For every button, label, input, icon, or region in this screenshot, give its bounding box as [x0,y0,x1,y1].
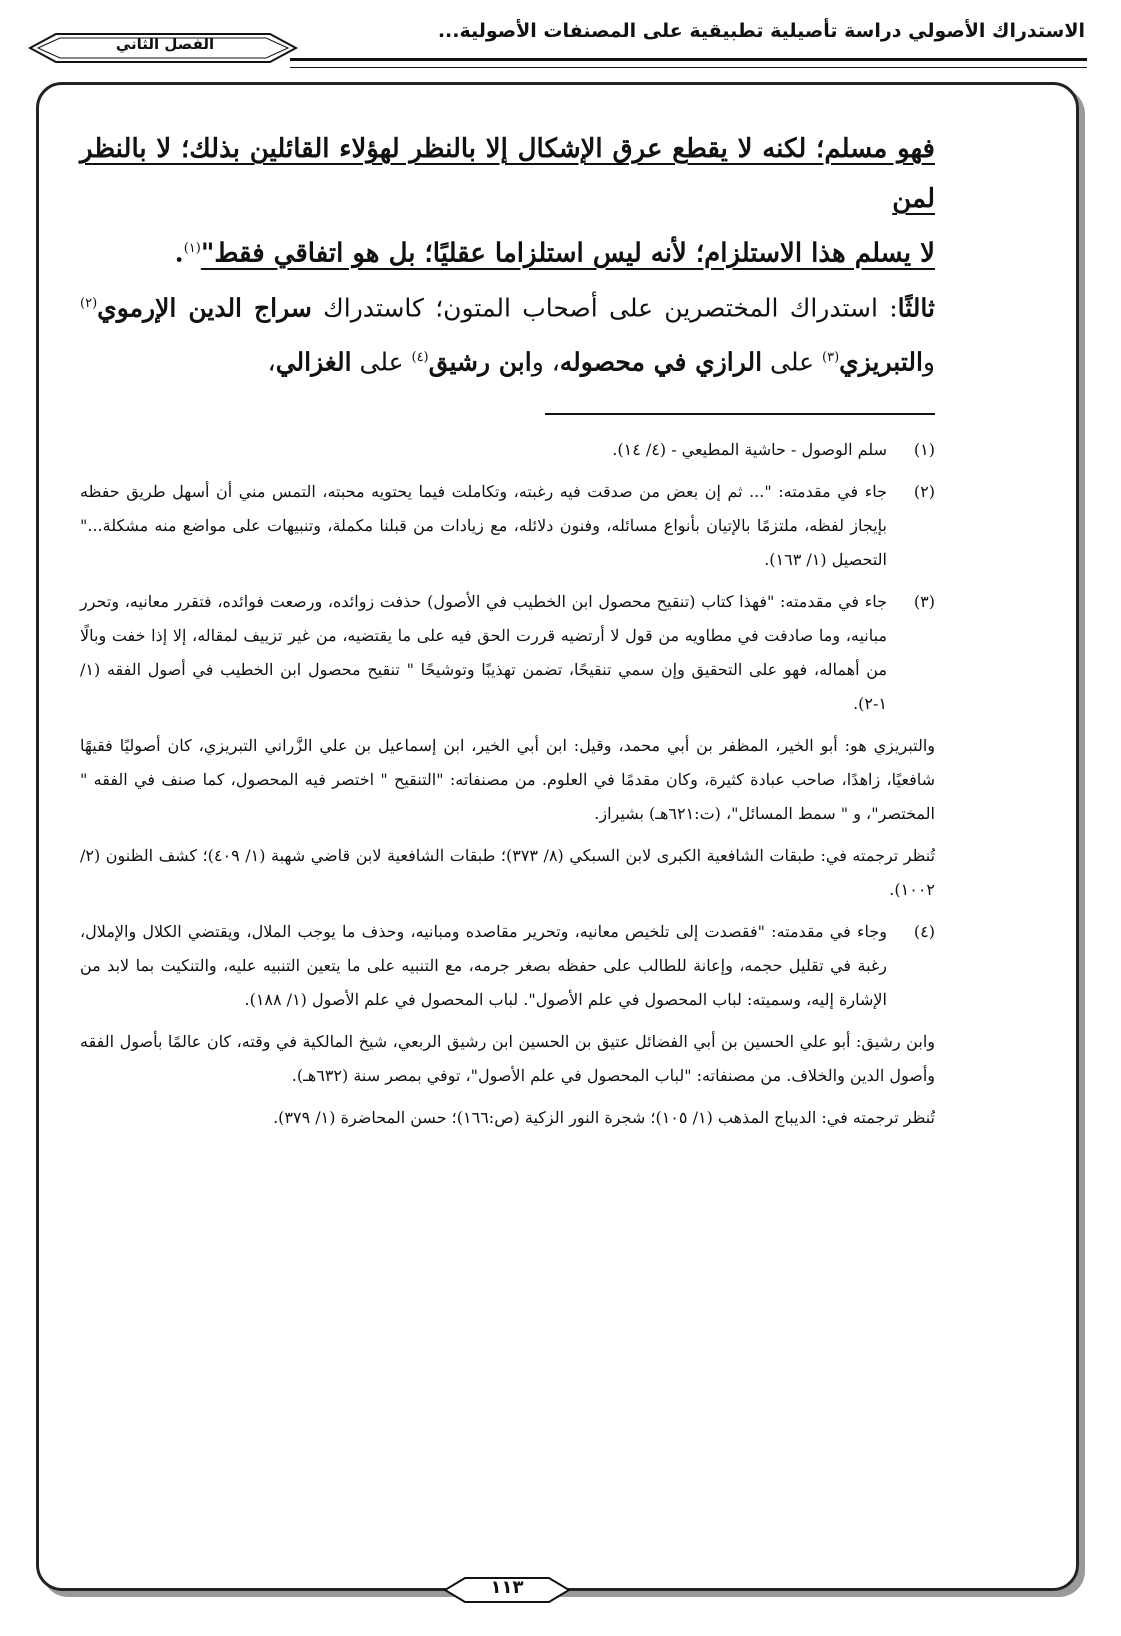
name-tabrizi: التبريزي [839,347,923,377]
footnote-number: (٢) [913,482,935,502]
section-lead: ثالثًا [897,292,935,322]
third-paragraph: ثالثًا: استدراك المختصرين على أصحاب المتون؛ كاستدراك سراج الدين الإرموي$^{(٢)}$ والتبريزي$^{(٣)}$ على الرازي في محصوله، وابن رشيق$^{(٤)}$ على الغزالي، [80,292,935,377]
footnote-2 [80,475,935,577]
footnote-number: (٣) [913,592,935,612]
name-irmawi: سراج الدين الإرموي [97,292,312,322]
footnote-ref-2[interactable]: (٢) [80,295,98,311]
quote-paragraph: فهو مسلم؛ لكنه لا يقطع عرق الإشكال إلا بالنظر لهؤلاء القائلين بذلك؛ لا بالنظر لمن لا يسلم هذا الاستلزام؛ لأنه ليس استلزاما عقليًا؛ بل هو اتفاقي فقط"$^{(١)}$. [80,134,935,269]
quote-line-1: فهو مسلم؛ لكنه لا يقطع عرق الإشكال إلا بالنظر لهؤلاء القائلين بذلك؛ لا بالنظر لمن [80,134,935,214]
footnote-3 [80,585,935,721]
footnote-1 [80,433,935,467]
footnote-ref-1[interactable]: (١) [183,241,201,256]
name-razi: الرازي في محصوله [559,347,763,377]
quote-line-2: لا يسلم هذا الاستلزام؛ لأنه ليس استلزاما عقليًا؛ بل هو اتفاقي فقط" [200,238,935,269]
footnote-4 [80,915,935,1017]
footnote-4-bio: وابن رشيق: أبو علي الحسين بن أبي الفضائل عتيق بن الحسين ابن رشيق الربعي، شيخ المالكية في وقته، كان عالمًا بأصول الفقه وأصول الدين والخلاف. من مصنفاته: "لباب المحصول في علم الأصول"، توفي بمصر سنة (٦٣٢هـ). [80,1032,935,1086]
footnote-number: (١) [913,440,935,460]
footnote-number: (٤) [913,922,935,942]
footnotes [80,433,935,1135]
book-title: الاستدراك الأصولي دراسة تأصيلية تطبيقية على المصنفات الأصولية... [437,20,1085,42]
name-ghazali: الغزالي [275,347,352,377]
footnote-text: جاء في مقدمته: "فهذا كتاب (تنقيح محصول ابن الخطيب في الأصول) حذفت زوائده، ورصعت فوائده، فتقرر معانيه، وتحرر مبانيه، وما صادفت في مطاويه من قول لا أرتضيه قررت الحق فيه على ما يقتضيه، من غير تزييف لمقاله، إلا إذا خفت وبالًا من أهماله، فهو على التحقيق وإن سمي تنقيحًا، تضمن تهذيبًا وتوشيحًا " تنقيح محصول ابن الخطيب في أصول الفقه (١/ ١-٢). [80,592,887,714]
header-rule [290,58,1087,68]
footnote-4-sources: تُنظر ترجمته في: الديباج المذهب (١/ ١٠٥)؛ شجرة النور الزكية (ص:١٦٦)؛ حسن المحاضرة (١/ ٣٧٩). [273,1108,935,1128]
page-content [80,124,935,1143]
footnote-text: وجاء في مقدمته: "فقصدت إلى تلخيص معانيه، وتحرير مقاصده ومبانيه، وحذف ما يوجب الملال، ويقتضي الكلال والإملال، رغبة في تقليل حجمه، وإعانة للطالب على حفظه بصغر جرمه، مع التنبيه على ما يتعين التنبيه عليه، والتنكيت بما لابد من الإشارة إليه، وسميته: لباب المحصول في علم الأصول". لباب المحصول في علم الأصول (١/ ١٨٨). [80,922,887,1010]
page-number: ١١٣ [490,1577,524,1598]
footnote-ref-4[interactable]: (٤) [411,349,429,365]
chapter-label: الفصل الثاني [115,35,215,53]
name-ibn-rashiq: ابن رشيق [428,347,532,377]
footnote-separator [545,413,935,415]
footnote-ref-3[interactable]: (٣) [822,349,840,365]
footnote-text: سلم الوصول - حاشية المطيعي - (٤/ ١٤). [612,440,887,460]
footnote-text: جاء في مقدمته: "... ثم إن بعض من صدقت فيه رغبته، وتكاملت فيما يحتويه محبته، التمس مني أن أسهل طريق حفظه بإيجاز لفظه، ملتزمًا بالإتيان بأنواع مسائله، وفنون دلائله، مع زيادات من قبلنا مكملة، وتنبيهات على مواضع منه مشكلة..." التحصيل (١/ ١٦٣). [80,482,888,570]
footnote-3-bio: والتبريزي هو: أبو الخير، المظفر بن أبي محمد، وقيل: ابن أبي الخير، ابن إسماعيل بن علي الزَّراني التبريزي، كان أصوليًا فقيهًا شافعيًا، زاهدًا، صاحب عبادة كثيرة، وكان مقدمًا في العلوم. من مصنفاته: "التنقيح " اختصر فيه المحصول، كما صنف في الفقه " المختصر"، و " سمط المسائل"، (ت:٦٢١هـ) بشيراز. [80,736,935,824]
footnote-3-sources: تُنظر ترجمته في: طبقات الشافعية الكبرى لابن السبكي (٨/ ٣٧٣)؛ طبقات الشافعية لابن قاضي شهبة (١/ ٤٠٩)؛ كشف الظنون (٢/ ١٠٠٢). [80,846,936,900]
